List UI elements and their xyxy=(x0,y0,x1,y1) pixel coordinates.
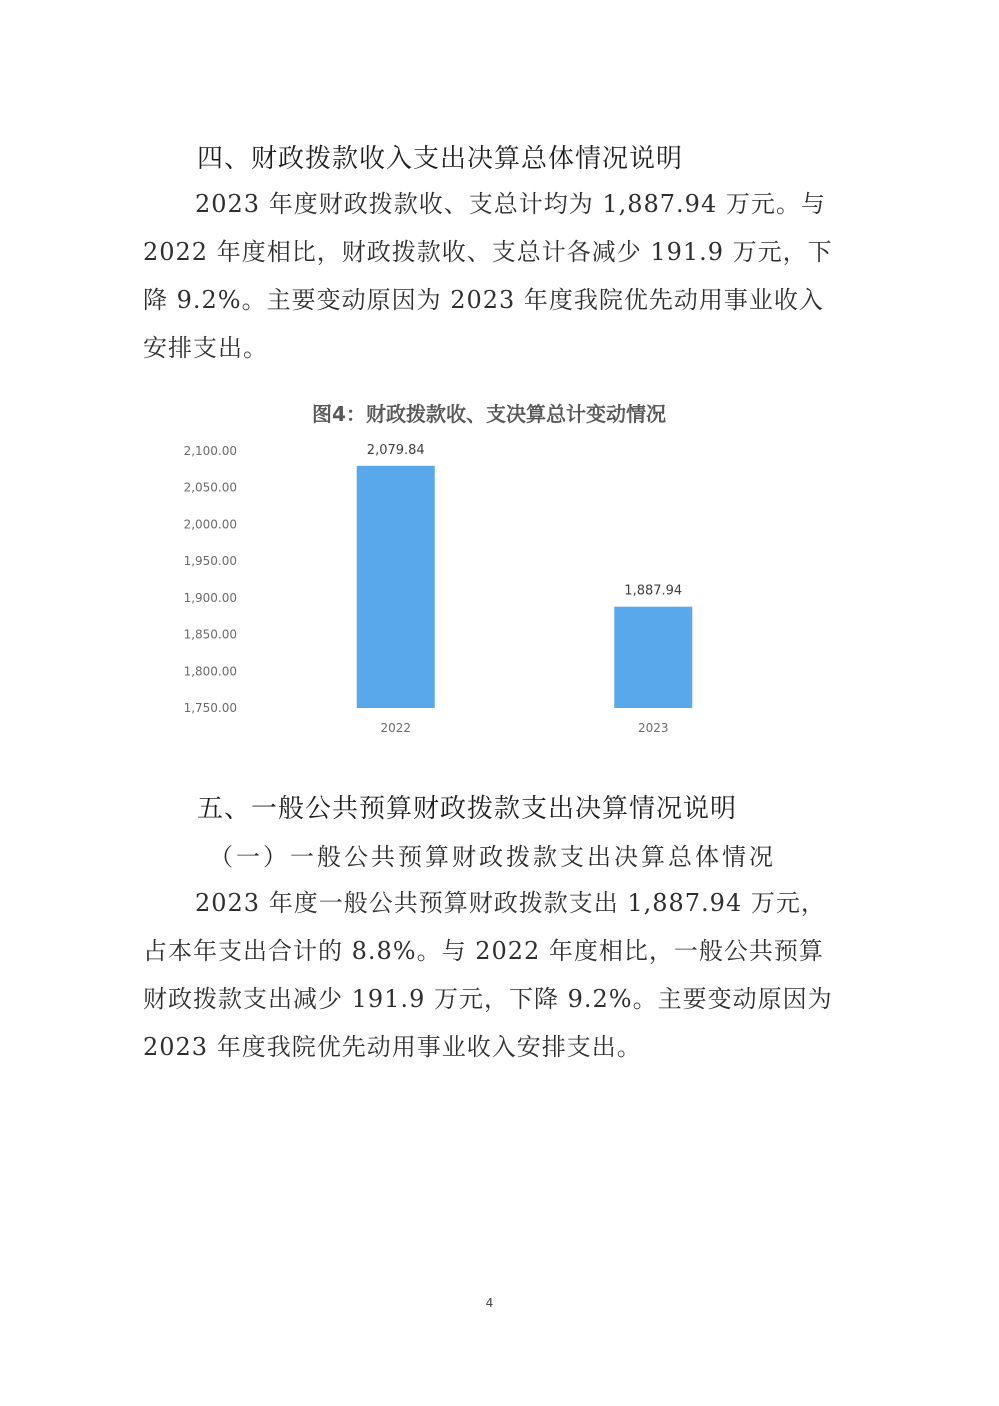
paragraph-line: 2023 年度财政拨款收、支总计均为 1,887.94 万元。与 xyxy=(195,190,826,218)
y-tick-label: 1,800.00 xyxy=(183,664,237,679)
x-tick-label-2022: 2022 xyxy=(380,721,412,735)
chart-background xyxy=(172,385,812,750)
section-5-heading: 五、一般公共预算财政拨款支出决算情况说明 xyxy=(197,794,738,824)
page-number: 4 xyxy=(485,1296,494,1310)
bar-2022 xyxy=(357,466,435,708)
paragraph-line: 降 9.2%。主要变动原因为 2023 年度我院优先动用事业收入 xyxy=(143,286,824,314)
paragraph-line: 2023 年度我院优先动用事业收入安排支出。 xyxy=(143,1033,642,1061)
y-tick-label: 2,000.00 xyxy=(183,517,237,532)
data-label-2023: 1,887.94 xyxy=(624,583,683,599)
chart-title: 图4：财政拨款收、支决算总计变动情况 xyxy=(312,402,666,426)
y-tick-label: 1,850.00 xyxy=(183,627,237,642)
data-label-2022: 2,079.84 xyxy=(366,442,425,458)
paragraph-line: 2022 年度相比，财政拨款收、支总计各减少 191.9 万元，下 xyxy=(143,238,833,266)
y-tick-label: 2,050.00 xyxy=(183,480,237,495)
paragraph-line: 财政拨款支出减少 191.9 万元，下降 9.2%。主要变动原因为 xyxy=(143,985,833,1013)
paragraph-line: 安排支出。 xyxy=(143,334,268,362)
y-tick-label: 2,100.00 xyxy=(183,444,237,458)
bar-chart xyxy=(172,385,812,750)
paragraph-line: 占本年支出合计的 8.8%。与 2022 年度相比，一般公共预算 xyxy=(143,937,824,965)
paragraph-line: 2023 年度一般公共预算财政拨款支出 1,887.94 万元， xyxy=(195,889,826,917)
bar-2023 xyxy=(614,607,692,708)
section-5-paragraph xyxy=(143,879,855,1071)
x-tick-label-2023: 2023 xyxy=(637,721,669,735)
y-tick-label: 1,750.00 xyxy=(183,701,237,715)
section-5-subheading: （一）一般公共预算财政拨款支出决算总体情况 xyxy=(209,843,776,871)
section-4-paragraph xyxy=(143,180,855,372)
section-4-heading: 四、财政拨款收入支出决算总体情况说明 xyxy=(197,144,684,174)
y-tick-label: 1,950.00 xyxy=(183,554,237,569)
y-tick-label: 1,900.00 xyxy=(183,590,237,605)
